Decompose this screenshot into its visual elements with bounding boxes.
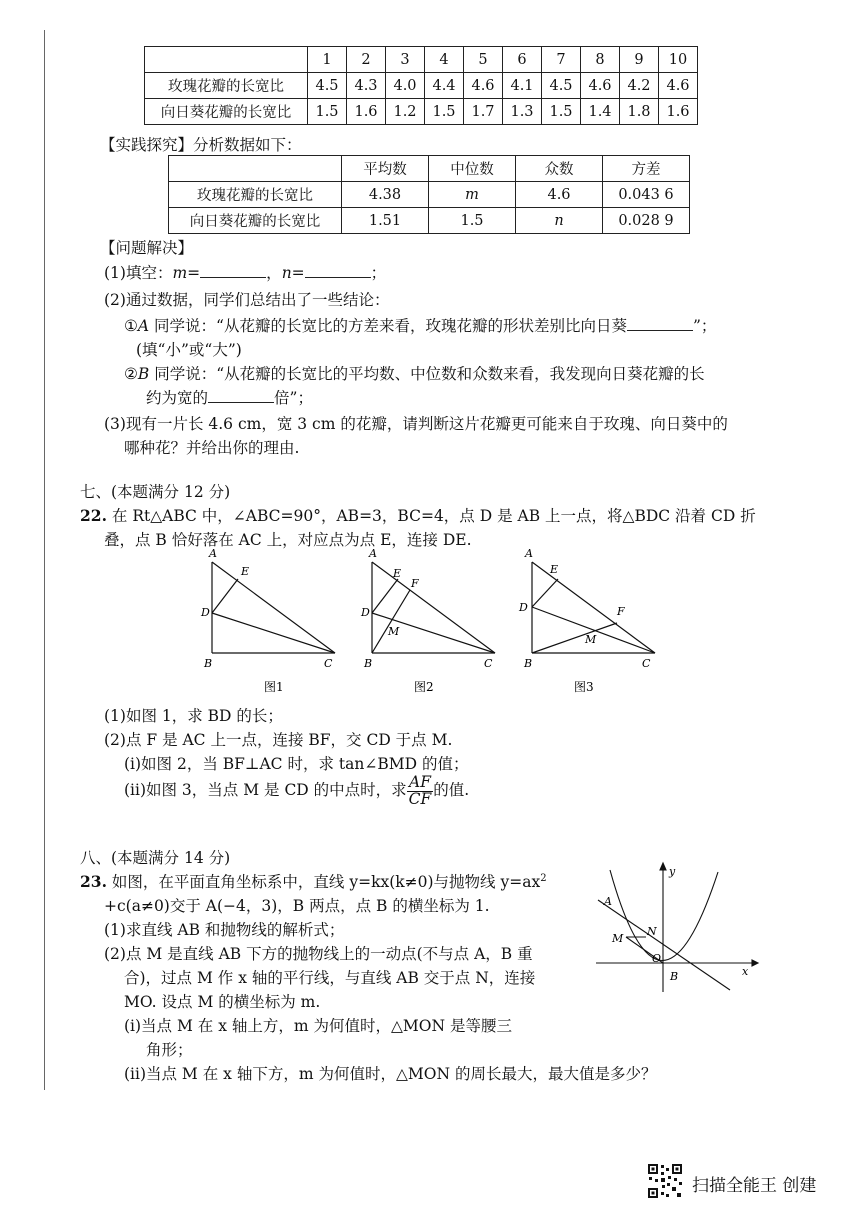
table2-header-cell: 方差: [603, 156, 690, 182]
student-a: A: [137, 317, 150, 335]
segment-dc: [212, 613, 335, 653]
label-y: y: [669, 865, 676, 878]
label-e: E: [393, 567, 402, 580]
y-axis-arrow: [660, 863, 666, 870]
table2-cell: 4.38: [342, 182, 429, 208]
table1-cell: 1.2: [386, 99, 425, 125]
student-b: B: [137, 365, 150, 383]
label-b: B: [524, 657, 533, 670]
table1-cell: 4.6: [464, 73, 503, 99]
table1-cell: 1.6: [347, 99, 386, 125]
table2-row-label: 向日葵花瓣的长宽比: [169, 208, 342, 234]
label-a: A: [604, 895, 612, 908]
q23-line1: [80, 870, 547, 892]
table1-cell: 4.5: [308, 73, 347, 99]
segment-de: [372, 579, 398, 613]
scanner-watermark: 扫描全能王 创建: [692, 1176, 817, 1196]
table1-header-cell: 9: [620, 47, 659, 73]
table1-cell: 4.4: [425, 73, 464, 99]
q21-part2-a-end: ”；: [692, 317, 717, 335]
section-seven-heading: 七、(本题满分 12 分): [80, 483, 231, 501]
label-m: M: [612, 932, 624, 945]
table1-header-cell: 3: [386, 47, 425, 73]
q22-stem-line1: 在 Rt△ABC 中，∠ABC=90°，AB=3，BC=4，点 D 是 AB 上一点，将△BDC 沿着 CD 折: [111, 507, 756, 525]
label-a: A: [369, 547, 377, 560]
label-b: B: [364, 657, 373, 670]
equals-sign: =: [291, 264, 305, 282]
q21-part2-b-cont: [146, 386, 313, 408]
label-o: O: [652, 952, 662, 965]
table1-cell: 1.5: [425, 99, 464, 125]
label-b: B: [670, 970, 679, 983]
label-d: D: [361, 606, 370, 619]
fraction-af-cf: [407, 775, 434, 807]
q22-line1: [80, 504, 756, 526]
table1-cell: 1.6: [659, 99, 698, 125]
comma: ，: [266, 264, 282, 282]
table2-header-cell: [169, 156, 342, 182]
table1-cell: 1.4: [581, 99, 620, 125]
answer-blank-compare[interactable]: [627, 314, 693, 331]
table1-header-cell: 1: [308, 47, 347, 73]
label-c: C: [324, 657, 333, 670]
label-f: F: [411, 577, 419, 590]
answer-blank-ratio[interactable]: [208, 386, 274, 403]
q21-part1-prefix: (1)填空：: [104, 264, 173, 282]
binding-margin-line: [44, 30, 45, 1090]
label-m: M: [388, 625, 400, 638]
q21-part3-line2: 哪种花？并给出你的理由.: [124, 439, 300, 457]
q21-part2-b-text: 同学说：“从花瓣的长宽比的平均数、中位数和众数来看，我发现向日葵花瓣的长: [149, 365, 705, 383]
table1-cell: 1.8: [620, 99, 659, 125]
segment-bf: [372, 590, 410, 653]
table2-cell: 1.5: [429, 208, 516, 234]
table1-header-cell: 4: [425, 47, 464, 73]
petal-ratio-table: [144, 46, 698, 125]
figure-1: [195, 545, 355, 695]
q21-part3-line1: (3)现有一片长 4.6 cm，宽 3 cm 的花瓣，请判断这片花瓣更可能来自于玫瑰、向日葵中的: [104, 415, 728, 433]
parabola-graph: [590, 860, 760, 995]
q22-part2-ii: [124, 775, 469, 807]
superscript-2: 2: [540, 872, 547, 884]
segment-ac: [212, 562, 335, 653]
label-a: A: [525, 547, 533, 560]
table1-cell: 4.5: [542, 73, 581, 99]
table1-cell: 1.3: [503, 99, 542, 125]
q23-part2-line1: (2)点 M 是直线 AB 下方的抛物线上的一动点(不与点 A，B 重: [104, 945, 533, 963]
figure-3: [515, 545, 675, 695]
segment-de: [212, 579, 238, 613]
table1-cell: 4.1: [503, 73, 542, 99]
segment-bf: [532, 623, 617, 653]
var-n: n: [281, 264, 292, 282]
q21-part2-b-text2: 约为宽的: [146, 389, 209, 407]
segment-de: [532, 579, 558, 607]
table1-row-label: 玫瑰花瓣的长宽比: [145, 73, 308, 99]
q23-part2-i-line2: 角形；: [146, 1041, 193, 1059]
table1-header-cell: 2: [347, 47, 386, 73]
q21-part2-a: [124, 314, 716, 336]
circle-two: ②: [124, 365, 138, 383]
answer-blank-m[interactable]: [200, 261, 266, 278]
label-b: B: [204, 657, 213, 670]
table1-cell: 1.7: [464, 99, 503, 125]
q23-part2-line3: MO. 设点 M 的横坐标为 m.: [124, 993, 321, 1011]
var-m: m: [172, 264, 188, 282]
q22-part2: (2)点 F 是 AC 上一点，连接 BF，交 CD 于点 M.: [104, 731, 453, 749]
q21-part2-a-hint: (填“小”或“大”): [136, 341, 242, 359]
table1-header-cell: 7: [542, 47, 581, 73]
circle-one: ①: [124, 317, 138, 335]
label-d: D: [201, 606, 210, 619]
table2-header-cell: 众数: [516, 156, 603, 182]
label-c: C: [642, 657, 651, 670]
section-eight-heading: 八、(本题满分 14 分): [80, 849, 231, 867]
q21-part2-b-end: 倍”；: [274, 389, 313, 407]
fraction-denominator: CF: [408, 789, 432, 808]
q22-part2-i: (ⅰ)如图 2，当 BF⊥AC 时，求 tan∠BMD 的值；: [124, 755, 469, 773]
practice-heading: 【实践探究】分析数据如下：: [100, 136, 302, 154]
table1-cell: 4.3: [347, 73, 386, 99]
problem-heading: 【问题解决】: [100, 239, 194, 257]
table2-header-cell: 平均数: [342, 156, 429, 182]
q23-part2-ii: (ⅱ)当点 M 在 x 轴下方，m 为何值时，△MON 的周长最大，最大值是多少？: [124, 1065, 657, 1083]
label-e: E: [241, 565, 250, 578]
table2-cell: 0.043 6: [603, 182, 690, 208]
figure-2-caption: 图2: [414, 680, 434, 694]
q23-part2-i-line1: (ⅰ)当点 M 在 x 轴上方，m 为何值时，△MON 是等腰三: [124, 1017, 512, 1035]
q23-line2: +c(a≠0)交于 A(−4，3)，B 两点，点 B 的横坐标为 1.: [104, 897, 490, 915]
figure-3-caption: 图3: [574, 680, 594, 694]
label-c: C: [484, 657, 493, 670]
q21-part2: (2)通过数据，同学们总结出了一些结论：: [104, 291, 390, 309]
q21-part2-a-text: 同学说：“从花瓣的长宽比的方差来看，玫瑰花瓣的形状差别比向日葵: [149, 317, 627, 335]
table1-row-label: 向日葵花瓣的长宽比: [145, 99, 308, 125]
table1-cell: 4.6: [659, 73, 698, 99]
q23-part2-line2: 合)，过点 M 作 x 轴的平行线，与直线 AB 交于点 N，连接: [124, 969, 536, 987]
fraction-numerator: AF: [407, 775, 434, 792]
table1-header-cell: 5: [464, 47, 503, 73]
table2-cell: 1.51: [342, 208, 429, 234]
q23-part1: (1)求直线 AB 和抛物线的解析式；: [104, 921, 345, 939]
figure-2: [355, 545, 515, 695]
parabola-curve: [610, 870, 718, 961]
q22-line2: 叠，点 B 恰好落在 AC 上，对应点为点 E，连接 DE.: [104, 531, 472, 549]
x-axis-arrow: [752, 960, 758, 966]
table1-header-cell: 6: [503, 47, 542, 73]
table2-cell-median: m: [429, 182, 516, 208]
label-n: N: [647, 925, 657, 938]
table1-cell: 1.5: [542, 99, 581, 125]
q21-part2-b: [124, 362, 705, 384]
q22-number: 22.: [80, 506, 107, 525]
label-f: F: [617, 605, 625, 618]
table2-cell: 0.028 9: [603, 208, 690, 234]
table1-cell: 1.5: [308, 99, 347, 125]
table1-cell: 4.2: [620, 73, 659, 99]
table1-cell: 4.0: [386, 73, 425, 99]
table1-cell: 4.6: [581, 73, 620, 99]
table1-header-cell: 10: [659, 47, 698, 73]
label-x: x: [742, 965, 749, 978]
label-e: E: [550, 563, 559, 576]
q23-number: 23.: [80, 872, 107, 891]
label-a: A: [209, 547, 217, 560]
segment-ac: [372, 562, 495, 653]
table1-header-cell: 8: [581, 47, 620, 73]
figure-1-caption: 图1: [264, 680, 284, 694]
label-d: D: [519, 601, 528, 614]
qr-code-icon: [647, 1163, 683, 1199]
statistics-table: [168, 155, 690, 234]
q22-part2-ii-end: 的值.: [433, 781, 470, 799]
q23-stem-line1: 如图，在平面直角坐标系中，直线 y=kx(k≠0)与抛物线 y=ax: [111, 873, 541, 891]
q22-part1: (1)如图 1，求 BD 的长；: [104, 707, 283, 725]
table2-cell-mode: n: [516, 208, 603, 234]
table2-cell: 4.6: [516, 182, 603, 208]
table2-row-label: 玫瑰花瓣的长宽比: [169, 182, 342, 208]
semicolon: ；: [370, 264, 387, 282]
q21-part1: [104, 261, 386, 283]
table2-header-cell: 中位数: [429, 156, 516, 182]
label-m: M: [585, 633, 597, 646]
line-ab: [598, 900, 730, 990]
table1-header-cell: [145, 47, 308, 73]
answer-blank-n[interactable]: [305, 261, 371, 278]
q22-part2-ii-text: (ⅱ)如图 3，当点 M 是 CD 的中点时，求: [124, 781, 407, 799]
equals-sign: =: [187, 264, 201, 282]
